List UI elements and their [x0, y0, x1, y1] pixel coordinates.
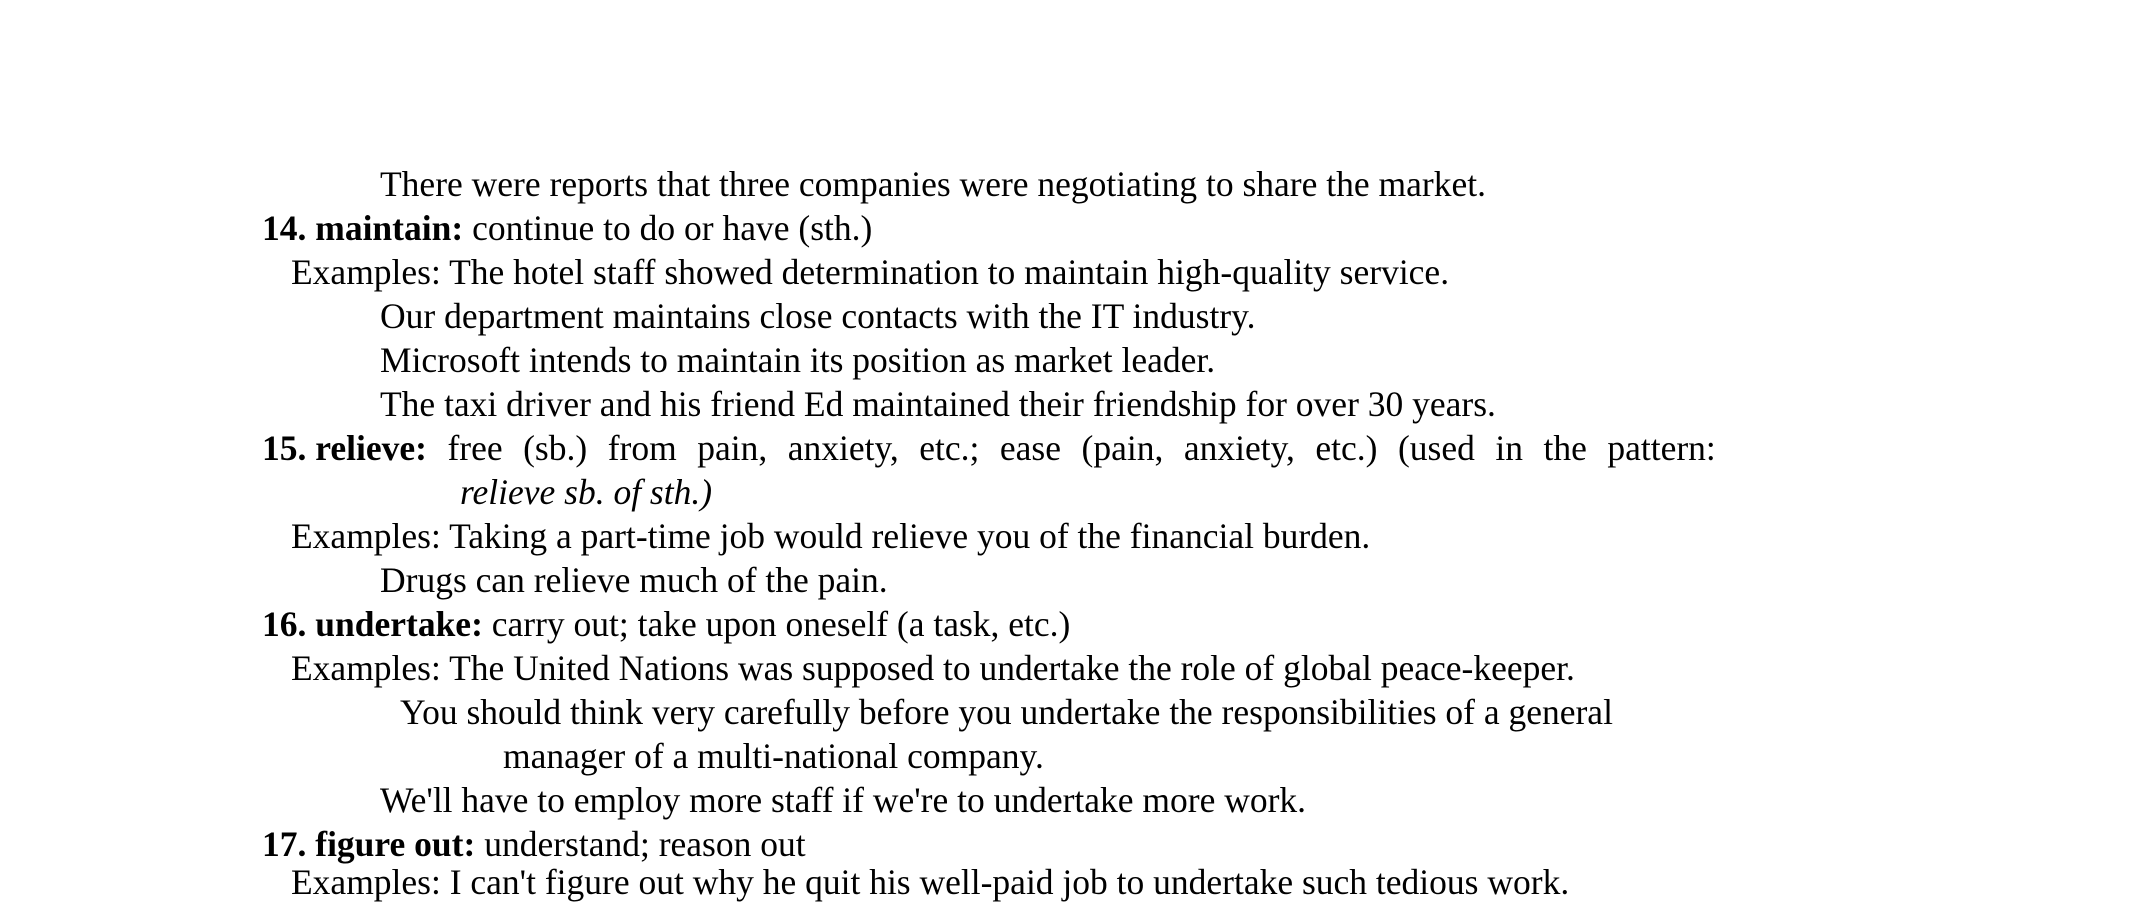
example-line: [291, 646, 1575, 690]
example-text: Our department maintains close contacts with the IT industry.: [380, 296, 1256, 336]
example-line: [380, 382, 1496, 426]
entry-headword: relieve:: [315, 428, 427, 468]
definition-word: (pain,: [1081, 428, 1164, 468]
entry-headword: undertake:: [315, 604, 483, 644]
example-line: [291, 860, 1569, 904]
example-line: [291, 250, 1449, 294]
entry-headword: figure out:: [315, 824, 476, 864]
example-line: [380, 558, 888, 602]
example-text: Drugs can relieve much of the pain.: [380, 560, 888, 600]
entry-definition: continue to do or have (sth.): [472, 208, 873, 248]
example-text: Examples: I can't figure out why he quit his well-paid job to undertake such tedious work.: [291, 862, 1570, 902]
vocab-entry-relieve: [262, 426, 1716, 470]
definition-word: anxiety,: [1183, 428, 1295, 468]
entry-definition: carry out; take upon oneself (a task, etc.): [491, 604, 1071, 644]
definition-continuation: [460, 470, 712, 514]
example-text: The taxi driver and his friend Ed maintained their friendship for over 30 years.: [380, 384, 1496, 424]
definition-word: from: [607, 428, 677, 468]
definition-word: etc.): [1315, 428, 1378, 468]
definition-word: ease: [999, 428, 1061, 468]
definition-word: in: [1495, 428, 1523, 468]
example-text: You should think very carefully before you undertake the responsibilities of a general: [400, 692, 1613, 732]
definition-word: free: [447, 428, 503, 468]
example-line: [380, 162, 1486, 206]
definition-word: (used: [1397, 428, 1475, 468]
usage-pattern: relieve sb. of sth.: [460, 472, 701, 512]
entry-definition: understand; reason out: [484, 824, 806, 864]
entry-number: 14.: [262, 208, 307, 248]
example-line: [380, 294, 1255, 338]
example-text: We'll have to employ more staff if we're to undertake more work.: [380, 780, 1307, 820]
vocab-entry-undertake: [262, 602, 1070, 646]
definition-word: anxiety,: [787, 428, 899, 468]
definition-word: the: [1543, 428, 1587, 468]
definition-word: (sb.): [523, 428, 588, 468]
example-line: [380, 338, 1215, 382]
definition-word: etc.;: [919, 428, 980, 468]
definition-word: pattern:: [1607, 428, 1716, 468]
example-text: There were reports that three companies were negotiating to share the market.: [380, 164, 1486, 204]
entry-number: 17.: [262, 824, 307, 864]
definition-word: pain,: [697, 428, 768, 468]
example-line: [400, 690, 1613, 734]
example-line: [291, 514, 1370, 558]
closing-paren: ): [700, 472, 713, 512]
example-text: Examples: The hotel staff showed determination to maintain high-quality service.: [291, 252, 1450, 292]
entry-number: 15.: [262, 428, 307, 468]
entry-headword: maintain:: [315, 208, 464, 248]
example-text: manager of a multi-national company.: [503, 736, 1044, 776]
example-line-continuation: [503, 734, 1044, 778]
vocab-entry-maintain: [262, 206, 872, 250]
example-text: Examples: The United Nations was supposed to undertake the role of global peace-keeper.: [291, 648, 1575, 688]
entry-number: 16.: [262, 604, 307, 644]
example-text: Examples: Taking a part-time job would relieve you of the financial burden.: [291, 516, 1371, 556]
example-line: [380, 778, 1306, 822]
example-text: Microsoft intends to maintain its position as market leader.: [380, 340, 1216, 380]
